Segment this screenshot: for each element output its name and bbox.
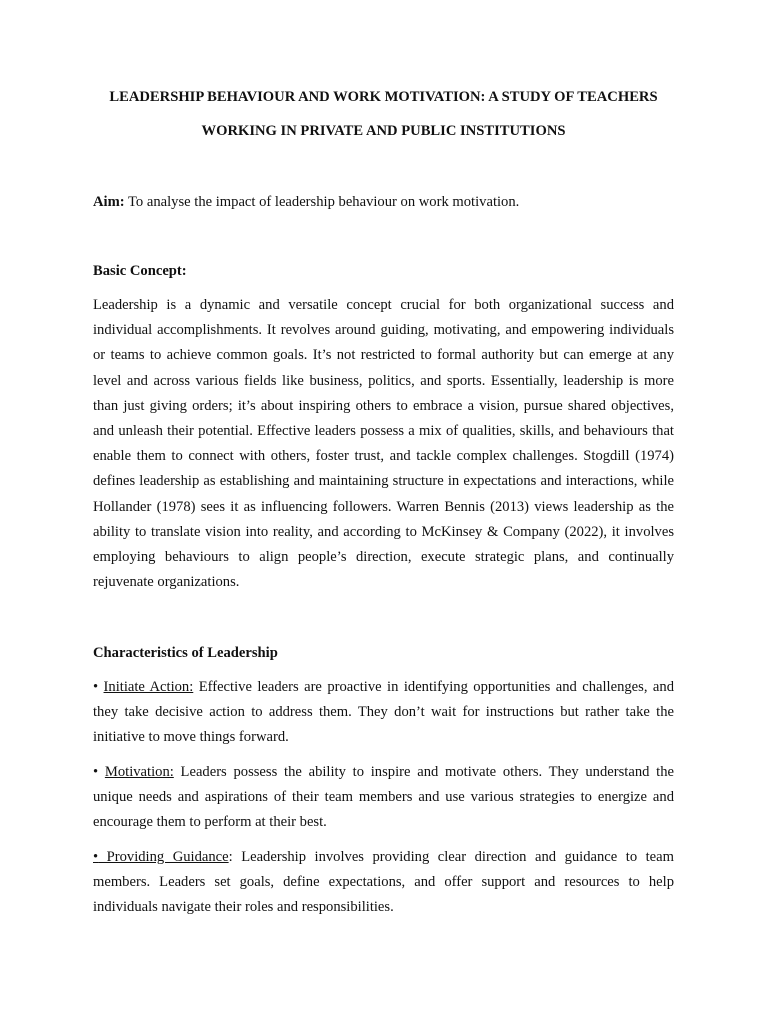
characteristic-term: Motivation: xyxy=(104,764,174,780)
basic-concept-paragraph: Leadership is a dynamic and versatile concept crucial for both organizational success and individual accomplishments. It revolves around guiding, motivating, and empowering individuals or teams to achieve common goals. It’s not restricted to formal authority but can emerge at any level and across various fields like business, politics, and sports. Essentially, leadership is more than just giving orders; it’s about inspiring others to embrace a vision, pursue shared objectives, and unleash their potential. Effective leaders possess a mix of qualities, skills, and behaviours that enable them to connect with others, foster trust, and tackle complex challenges. Stogdill (1974) defines leadership as establishing and maintaining structure in expectations and interactions, while Hollander (1978) sees it as influencing followers. Warren Bennis (2013) views leadership as the ability to translate vision into reality, and according to McKinsey & Company (2022), it involves employing behaviours to align people’s direction, execute strategic plans, and continually rejuvenate organizations. xyxy=(93,297,674,591)
aim-text: To analyse the impact of leadership behaviour on work motivation. xyxy=(124,194,520,210)
basic-concept-heading: Basic Concept: xyxy=(93,263,187,279)
aim-statement xyxy=(93,192,674,212)
characteristic-item-initiate-action xyxy=(93,675,674,751)
bullet: • xyxy=(93,679,104,695)
characteristic-term: Initiate Action: xyxy=(103,679,194,695)
aim-label: Aim: xyxy=(93,194,125,210)
characteristics-heading: Characteristics of Leadership xyxy=(93,645,278,661)
document-title-line-1: LEADERSHIP BEHAVIOUR AND WORK MOTIVATION: A STUDY OF TEACHERS xyxy=(109,89,658,105)
characteristic-text: Effective leaders are proactive in identifying opportunities and challenges, and they take decisive action to address them. They don’t wait for instructions but rather take the initiative to move things forward. xyxy=(93,679,674,746)
bullet: • xyxy=(93,764,105,780)
characteristic-item-motivation xyxy=(93,760,674,836)
characteristic-item-providing-guidance xyxy=(93,845,674,921)
characteristic-text: : Leadership involves providing clear direction and guidance to team members. Leaders set goals, define expectations, and offer support and resources to help individuals navigate their roles and responsibilities. xyxy=(93,849,674,916)
bullet: • xyxy=(93,849,99,865)
characteristic-text: Leaders possess the ability to inspire and motivate others. They understand the unique needs and aspirations of their team members and use various strategies to energize and encourage them to perform at their best. xyxy=(93,764,674,831)
characteristic-term: Providing Guidance xyxy=(98,849,229,865)
document-title-line-2: WORKING IN PRIVATE AND PUBLIC INSTITUTIONS xyxy=(201,123,566,139)
